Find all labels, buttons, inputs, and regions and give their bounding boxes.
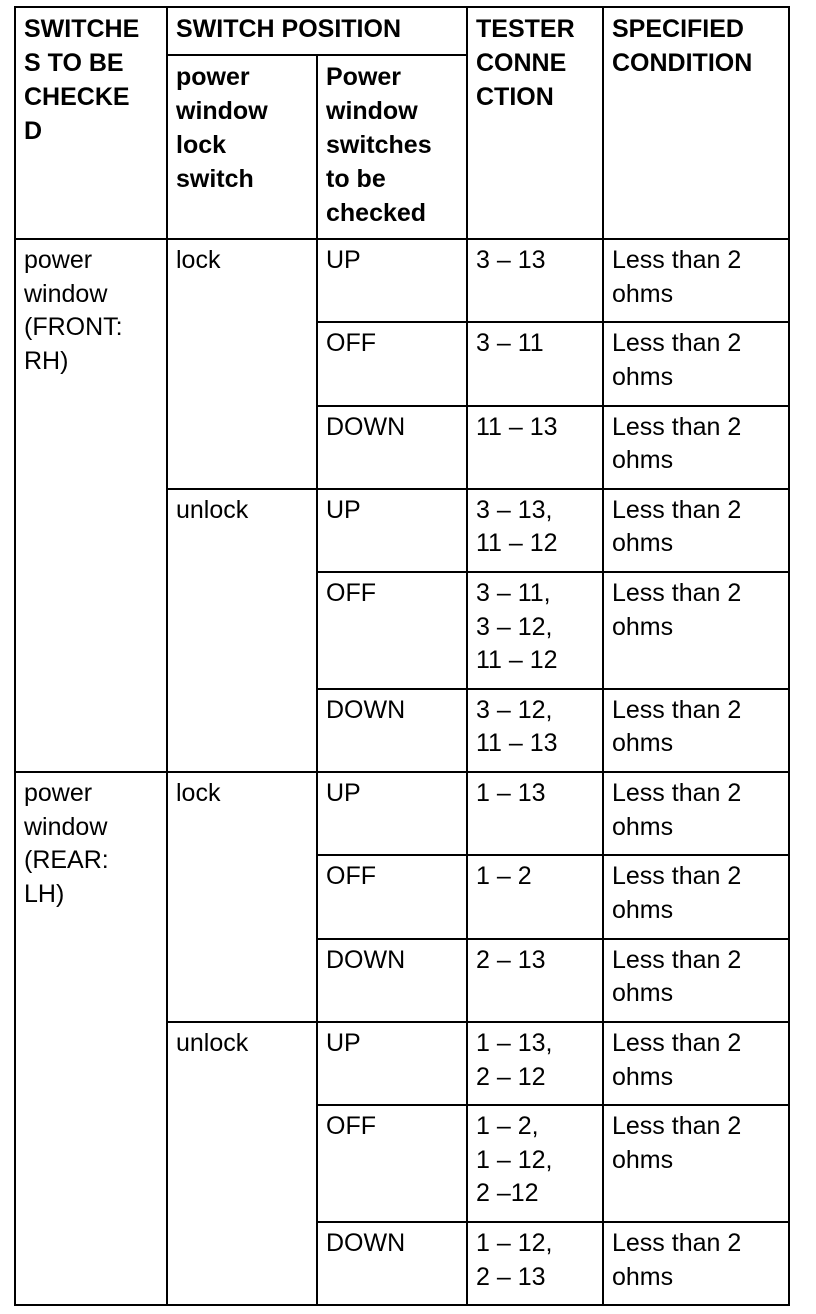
- window-position-cell: OFF: [317, 572, 467, 689]
- header-switches-to-be-checked: SWITCHE S TO BE CHECKE D: [15, 7, 167, 239]
- switch-inspection-table: [14, 6, 790, 1306]
- window-position-cell: DOWN: [317, 689, 467, 772]
- tester-connection-cell: 11 – 13: [467, 406, 603, 489]
- tester-connection-cell: 3 – 11, 3 – 12, 11 – 12: [467, 572, 603, 689]
- header-lock-switch: power window lock switch: [167, 55, 317, 239]
- switch-name-cell: power window (REAR: LH): [15, 772, 167, 1305]
- condition-cell: Less than 2 ohms: [603, 939, 789, 1022]
- condition-cell: Less than 2 ohms: [603, 772, 789, 855]
- header-window-switches: Power window switches to be checked: [317, 55, 467, 239]
- tester-connection-cell: 1 – 12, 2 – 13: [467, 1222, 603, 1305]
- lock-state-cell: unlock: [167, 1022, 317, 1305]
- window-position-cell: UP: [317, 489, 467, 572]
- tester-connection-cell: 3 – 11: [467, 322, 603, 405]
- condition-cell: Less than 2 ohms: [603, 1222, 789, 1305]
- condition-cell: Less than 2 ohms: [603, 322, 789, 405]
- tester-connection-cell: 3 – 12, 11 – 13: [467, 689, 603, 772]
- header-tester-connection: TESTER CONNE CTION: [467, 7, 603, 239]
- window-position-cell: OFF: [317, 322, 467, 405]
- condition-cell: Less than 2 ohms: [603, 572, 789, 689]
- window-position-cell: DOWN: [317, 939, 467, 1022]
- header-specified-condition: SPECIFIED CONDITION: [603, 7, 789, 239]
- tester-connection-cell: 1 – 2, 1 – 12, 2 –12: [467, 1105, 603, 1222]
- window-position-cell: UP: [317, 239, 467, 322]
- window-position-cell: OFF: [317, 1105, 467, 1222]
- window-position-cell: UP: [317, 772, 467, 855]
- table-row: [15, 772, 789, 855]
- lock-state-cell: lock: [167, 772, 317, 1022]
- tester-connection-cell: 1 – 13, 2 – 12: [467, 1022, 603, 1105]
- condition-cell: Less than 2 ohms: [603, 689, 789, 772]
- window-position-cell: DOWN: [317, 1222, 467, 1305]
- window-position-cell: DOWN: [317, 406, 467, 489]
- header-switch-position: SWITCH POSITION: [167, 7, 467, 55]
- condition-cell: Less than 2 ohms: [603, 489, 789, 572]
- tester-connection-cell: 1 – 13: [467, 772, 603, 855]
- tester-connection-cell: 2 – 13: [467, 939, 603, 1022]
- table-row: [15, 239, 789, 322]
- tester-connection-cell: 1 – 2: [467, 855, 603, 938]
- lock-state-cell: unlock: [167, 489, 317, 772]
- condition-cell: Less than 2 ohms: [603, 855, 789, 938]
- condition-cell: Less than 2 ohms: [603, 1022, 789, 1105]
- condition-cell: Less than 2 ohms: [603, 1105, 789, 1222]
- window-position-cell: UP: [317, 1022, 467, 1105]
- lock-state-cell: lock: [167, 239, 317, 489]
- switch-name-cell: power window (FRONT: RH): [15, 239, 167, 772]
- condition-cell: Less than 2 ohms: [603, 239, 789, 322]
- tester-connection-cell: 3 – 13, 11 – 12: [467, 489, 603, 572]
- condition-cell: Less than 2 ohms: [603, 406, 789, 489]
- tester-connection-cell: 3 – 13: [467, 239, 603, 322]
- window-position-cell: OFF: [317, 855, 467, 938]
